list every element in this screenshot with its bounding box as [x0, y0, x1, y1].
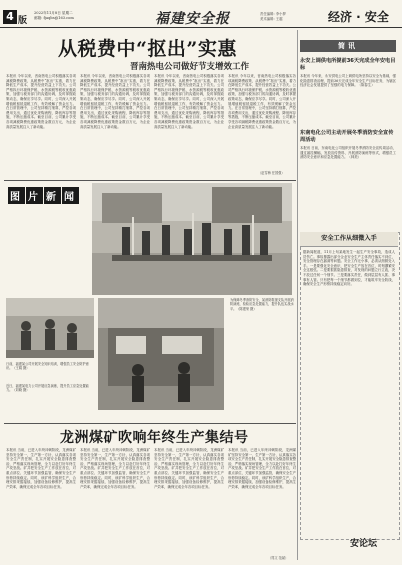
safety-column-body: 据新闻报道，11月上旬某地发生一起生产安全事故，造成人员伤亡。事故暴露出部分企业安全生产主体责任落实不到位，安全管理存在漏洞等问题。安全工作无小事，必须从细微处入手。一是要强化安全意识，把安全生产放在首位，时刻绷紧安全这根弦。二是要狠抓隐患排查，对发现的问题立行立改，决不放过任何一个细节。三是要落实责任，做到层层有人抓、事事有人管。只有把每一个细节都做到位，才能筑牢安全防线，确保安全生产形势持续稳定向好。	[303, 250, 395, 287]
photo-news-label: 图 片 新 闻	[8, 187, 80, 204]
main-story-col-1: 本报讯 今年以来，晋南热电公司积极落实各项减税降费政策，从税费中“抠出”实惠，着力在降低生产成本、提升经营效益上下功夫。公司严格执行环境保护税、水资源税等税收优惠政策，加强与税务部门的沟通协调，及时掌握政策动态，确保应享尽享。同时，公司深入开展增值税留抵退税工作，有效缓解了资金压力。在日常管理中，公司坚持精打细算，严控各项费用支出，通过优化采购流程、降低库存等措施，不断压缩成本。截至目前，公司累计享受各项减税降费优惠政策资金数百万元，为企业高质量发展注入了新动能。	[6, 74, 76, 129]
email: 邮箱: fjaqbs@163.com	[34, 16, 74, 20]
page-number: 4	[3, 10, 17, 24]
brief-item-2-body: 本报讯 日前，东南电化公司组织开展冬季消防安全宣传周活动，通过悬挂横幅、发放宣传资料、开展消防演练等形式，增强员工消防安全意识和应急处置能力。（林美）	[300, 146, 396, 160]
photo-equipment	[98, 298, 224, 410]
photo-drill	[92, 183, 292, 295]
safety-column-heading: 安全工作从细微入手	[300, 232, 398, 247]
column-divider	[297, 30, 298, 560]
second-story-byline: （郑文 范斌）	[268, 556, 289, 560]
brief-item-1-body: 本报讯 今年来，永安供电公司上调供电所坚持以安全为基础，强化隐患排查治理，提前36天完成全年安全生产目标任务，为辖区经济社会发展提供了坚强的电力保障。（陈春生）	[300, 74, 396, 88]
photo-section-rule	[4, 180, 296, 181]
brief-item-2-title: 东南电化公司主动开展冬季消防安全宣传周活动	[300, 130, 394, 143]
photo-caption-3: 近日，福建某电力公司开展应急演练，提升员工应急处置能力。（刘晓 摄）	[6, 384, 89, 393]
main-subhead: 晋南热电公司做好节支增效工作	[130, 62, 250, 72]
second-story-rule	[4, 423, 296, 424]
main-story-col-2: 本报讯 今年以来，晋南热电公司积极落实各项减税降费政策，从税费中“抠出”实惠，着力在降低生产成本、提升经营效益上下功夫。公司严格执行环境保护税、水资源税等税收优惠政策，加强与税务部门的沟通协调，及时掌握政策动态，确保应享尽享。同时，公司深入开展增值税留抵退税工作，有效缓解了资金压力。在日常管理中，公司坚持精打细算，严控各项费用支出，通过优化采购流程、降低库存等措施，不断压缩成本。截至目前，公司累计享受各项减税降费优惠政策资金数百万元，为企业高质量发展注入了新动能。	[80, 74, 150, 129]
page-header	[0, 0, 402, 28]
main-story-col-4: 本报讯 今年以来，晋南热电公司积极落实各项减税降费政策，从税费中“抠出”实惠，着力在降低生产成本、提升经营效益上下功夫。公司严格执行环境保护税、水资源税等税收优惠政策，加强与税务部门的沟通协调，及时掌握政策动态，确保应享尽享。同时，公司深入开展增值税留抵退税工作，有效缓解了资金压力。在日常管理中，公司坚持精打细算，严控各项费用支出，通过优化采购流程、降低库存等措施，不断压缩成本。截至目前，公司累计享受各项减税降费优惠政策资金数百万元，为企业高质量发展注入了新动能。	[228, 74, 296, 129]
second-story-col-1: 本报讯 当前，已进入年终冲刺阶段，龙洲煤矿坚持安全第一，生产第一方针，认真落实各项安全生产责任制，扎实开展安全隐患排查整治，严格落实现场管理，全力以赴打好年终生产攻坚战。矿井把安全生产工作放在首位，对重点部位、关键环节加强监管，确保安全生产形势持续稳定。同时，该矿科学组织生产，合理安排采掘接续，加强设备检修维护，提高生产效率，确保完成全年各项目标任务。	[6, 448, 76, 489]
second-story-col-4: 本报讯 当前，已进入年终冲刺阶段，龙洲煤矿坚持安全第一，生产第一方针，认真落实各项安全生产责任制，扎实开展安全隐患排查整治，严格落实现场管理，全力以赴打好年终生产攻坚战。矿井把安全生产工作放在首位，对重点部位、关键环节加强监管，确保安全生产形势持续稳定。同时，该矿科学组织生产，合理安排采掘接续，加强设备检修维护，提高生产效率，确保完成全年各项目标任务。	[228, 448, 296, 489]
second-story-col-3: 本报讯 当前，已进入年终冲刺阶段，龙洲煤矿坚持安全第一，生产第一方针，认真落实各项安全生产责任制，扎实开展安全隐患排查整治，严格落实现场管理，全力以赴打好年终生产攻坚战。矿井把安全生产工作放在首位，对重点部位、关键环节加强监管，确保安全生产形势持续稳定。同时，该矿科学组织生产，合理安排采掘接续，加强设备检修维护，提高生产效率，确保完成全年各项目标任务。	[154, 448, 224, 489]
second-headline: 龙洲煤矿吹响年终生产集结号	[60, 430, 249, 446]
brief-item-1-title: 永安上调供电所提前36天完成全年安电目标	[300, 58, 396, 71]
brief-heading: 简讯	[300, 40, 396, 52]
photo-caption-2: 日前，福建某公司开展安全知识培训，增强员工安全防护意识。（王娟 摄）	[6, 362, 89, 371]
designer-credit: 美术编辑: 王越	[260, 17, 283, 21]
masthead: 福建安全报	[155, 11, 230, 27]
safety-forum-logo: 安论坛	[350, 539, 378, 549]
date-line: 2022年11月8日 星期二	[34, 11, 73, 15]
main-story-col-3: 本报讯 今年以来，晋南热电公司积极落实各项减税降费政策，从税费中“抠出”实惠，着力在降低生产成本、提升经营效益上下功夫。公司严格执行环境保护税、水资源税等税收优惠政策，加强与税务部门的沟通协调，及时掌握政策动态，确保应享尽享。同时，公司深入开展增值税留抵退税工作，有效缓解了资金压力。在日常管理中，公司坚持精打细算，严控各项费用支出，通过优化采购流程、降低库存等措施，不断压缩成本。截至目前，公司累计享受各项减税降费优惠政策资金数百万元，为企业高质量发展注入了新动能。	[154, 74, 224, 129]
editor-credit: 责任编辑: 李小梦	[260, 12, 286, 16]
main-story-byline: （赵雪梅 任国强）	[258, 171, 285, 175]
photo-training	[6, 298, 94, 358]
page-label: 版	[18, 16, 28, 26]
second-story-col-2: 本报讯 当前，已进入年终冲刺阶段，龙洲煤矿坚持安全第一，生产第一方针，认真落实各项安全生产责任制，扎实开展安全隐患排查整治，严格落实现场管理，全力以赴打好年终生产攻坚战。矿井把安全生产工作放在首位，对重点部位、关键环节加强监管，确保安全生产形势持续稳定。同时，该矿科学组织生产，合理安排采掘接续，加强设备检修维护，提高生产效率，确保完成全年各项目标任务。	[80, 448, 150, 489]
header-rule	[0, 27, 402, 28]
main-headline: 从税费中“抠出”实惠	[58, 38, 237, 60]
photo-caption-1: 为保障冬季消防安全，某消防救援支队开展消防演练，检验应急处置能力，提升队伍实战水平。（陈建荣 摄）	[230, 298, 294, 311]
section-name: 经济 · 安全	[328, 10, 389, 24]
